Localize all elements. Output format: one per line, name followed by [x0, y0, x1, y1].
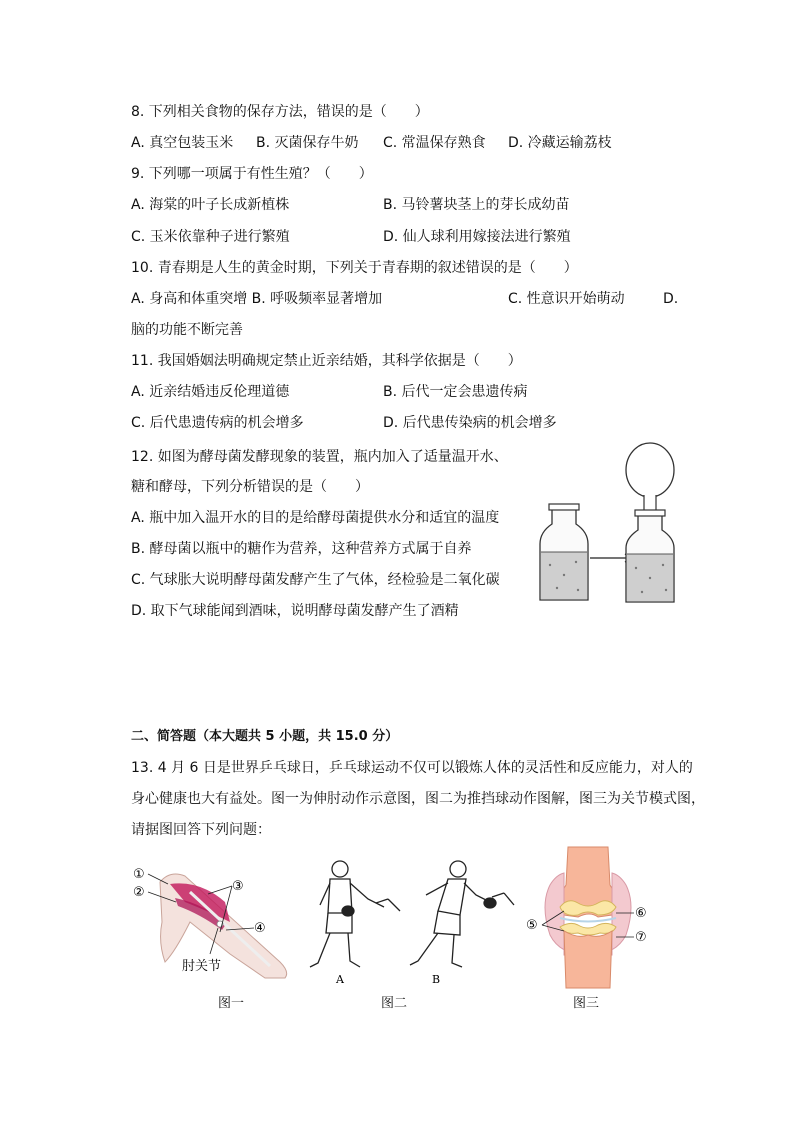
elbow-extension-figure — [130, 862, 295, 984]
bottle-without-balloon — [540, 504, 588, 600]
q12-stem-line2: 糖和酵母，下列分析错误的是（ ） — [131, 479, 369, 495]
joint-cavity — [560, 918, 616, 922]
figure3-caption: 图三 — [573, 996, 600, 1011]
bottle-with-balloon — [626, 443, 674, 602]
q8-option-b: B. 灭菌保存牛奶 — [256, 135, 359, 151]
q11-option-a: A. 近亲结婚违反伦理道德 — [131, 384, 290, 400]
q13-line1: 13. 4 月 6 日是世界乒乓球日，乒乓球运动不仅可以锻炼人体的灵活性和反应能力，对人的 — [131, 760, 693, 776]
q9-stem: 9. 下列哪一项属于有性生殖？（ ） — [131, 166, 373, 182]
q12-stem-line1: 12. 如图为酵母菌发酵现象的装置，瓶内加入了适量温开水、 — [131, 449, 508, 465]
q10-option-ab: A. 身高和体重突增 B. 呼吸频率显著增加 — [131, 291, 383, 307]
q8-option-a: A. 真空包装玉米 — [131, 135, 234, 151]
q10-stem: 10. 青春期是人生的黄金时期，下列关于青春期的叙述错误的是（ ） — [131, 260, 578, 276]
figure2-label-b: B — [432, 973, 441, 985]
q8-stem: 8. 下列相关食物的保存方法，错误的是（ ） — [131, 104, 429, 120]
q13-line2: 身心健康也大有益处。图一为伸肘动作示意图，图二为推挡球动作图解，图三为关节模式图， — [131, 791, 705, 807]
label-5: ⑤ — [526, 918, 538, 933]
q9-option-c: C. 玉米依靠种子进行繁殖 — [131, 229, 290, 245]
q8-option-c: C. 常温保存熟食 — [383, 135, 486, 151]
q11-stem: 11. 我国婚姻法明确规定禁止近亲结婚，其科学依据是（ ） — [131, 353, 522, 369]
q9-option-b: B. 马铃薯块茎上的芽长成幼苗 — [383, 197, 570, 213]
q13-line3: 请据图回答下列问题： — [131, 822, 271, 838]
figure1-caption: 图一 — [218, 996, 245, 1011]
elbow-joint-label: 肘关节 — [182, 959, 222, 974]
label-1: ① — [133, 867, 145, 882]
q9-option-d: D. 仙人球利用嫁接法进行繁殖 — [383, 229, 571, 245]
q12-option-d: D. 取下气球能闻到酒味，说明酵母菌发酵产生了酒精 — [131, 603, 459, 619]
q11-option-b: B. 后代一定会患遗传病 — [383, 384, 528, 400]
table-tennis-push-figure — [300, 855, 515, 985]
label-7: ⑦ — [635, 930, 647, 945]
figure2-caption: 图二 — [381, 996, 408, 1011]
label-4: ④ — [254, 921, 266, 936]
label-2: ② — [133, 885, 145, 900]
q9-option-a: A. 海棠的叶子长成新植株 — [131, 197, 290, 213]
balloon — [626, 443, 674, 497]
q12-option-c: C. 气球胀大说明酵母菌发酵产生了气体，经检验是二氧化碳 — [131, 572, 500, 588]
q12-option-b: B. 酵母菌以瓶中的糖作为营养，这种营养方式属于自养 — [131, 541, 472, 557]
q10-option-d: D. — [663, 291, 679, 307]
q11-option-d: D. 后代患传染病的机会增多 — [383, 415, 557, 431]
figure2-label-a: A — [336, 973, 344, 985]
joint-model-figure — [520, 845, 660, 990]
label-3: ③ — [232, 879, 244, 894]
player-b — [410, 861, 496, 967]
lower-bone — [564, 931, 612, 988]
q10-option-c: C. 性意识开始萌动 — [508, 291, 625, 307]
section-heading: 二、简答题（本大题共 5 小题，共 15.0 分） — [131, 729, 399, 744]
q12-option-a: A. 瓶中加入温开水的目的是给酵母菌提供水分和适宜的温度 — [131, 510, 500, 526]
q8-option-d: D. 冷藏运输荔枝 — [508, 135, 612, 151]
q11-option-c: C. 后代患遗传病的机会增多 — [131, 415, 304, 431]
q10-option-d-text: 脑的功能不断完善 — [131, 322, 243, 338]
label-6: ⑥ — [635, 906, 647, 921]
player-a — [310, 861, 384, 967]
fermentation-apparatus-figure — [530, 440, 675, 610]
